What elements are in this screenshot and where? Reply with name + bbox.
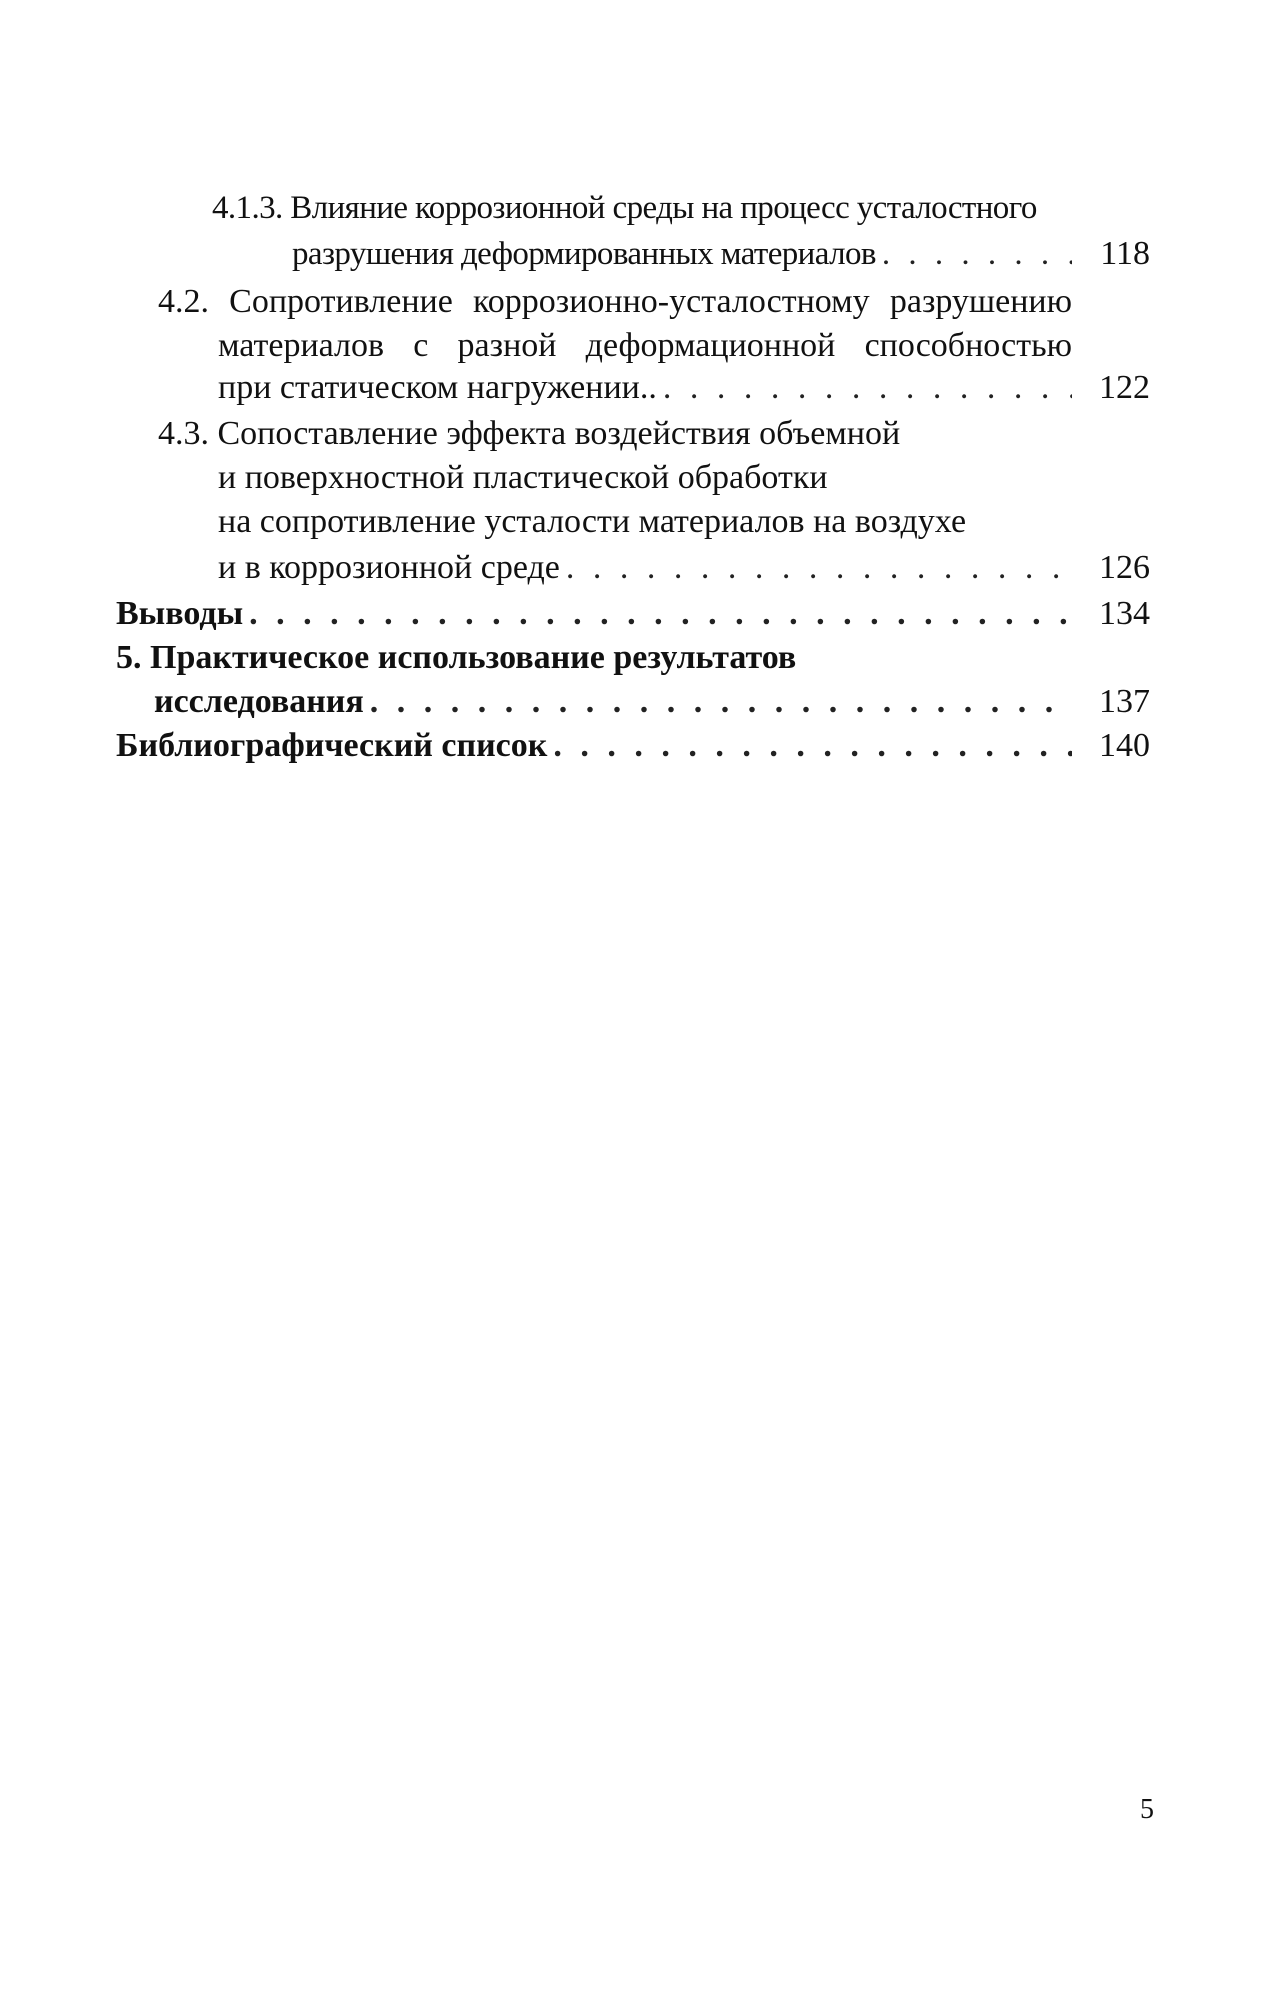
toc-entry-4-2-line-2 [218, 324, 1072, 368]
toc-entry-4-3-line-4 [218, 546, 1072, 590]
toc-page-140: 140 [1099, 727, 1150, 764]
toc-page-126: 126 [1099, 549, 1150, 586]
toc-entry-text: 4.2. Сопротивление коррозионно-усталостному разрушению [158, 283, 1072, 320]
toc-page-137: 137 [1099, 683, 1150, 720]
toc-entry-text: исследования [154, 683, 364, 720]
toc-entry-4-3-line-1 [158, 412, 1072, 456]
toc-entry-text: разрушения деформированных материалов [292, 236, 876, 272]
toc-entry-text: при статическом нагружении.. [218, 369, 657, 406]
toc-entry-4-2-line-3 [218, 366, 1072, 410]
dot-leader [663, 366, 1072, 410]
toc-entry-text: и поверхностной пластической обработки [218, 459, 828, 496]
toc-entry-text: и в коррозионной среде [218, 549, 560, 586]
dot-leader [882, 232, 1072, 276]
toc-entry-text: на сопротивление усталости материалов на воздухе [218, 503, 967, 540]
toc-page-122: 122 [1099, 369, 1150, 406]
toc-entry-text: Библиографический список [116, 727, 548, 764]
dot-leader [566, 546, 1072, 590]
toc-entry-chapter-5-line-2 [154, 680, 1072, 724]
toc-entry-4-1-3-line-2 [292, 232, 1072, 276]
toc-entry-4-2-line-1 [158, 280, 1072, 324]
toc-page-134: 134 [1099, 595, 1150, 632]
toc-entry-chapter-5-line-1 [116, 636, 1072, 680]
toc-entry-4-3-line-2 [218, 456, 1072, 500]
toc-page-118: 118 [1100, 235, 1150, 272]
dot-leader [249, 592, 1072, 636]
dot-leader [553, 724, 1072, 768]
toc-entry-text: 5. Практическое использование результатов [116, 639, 797, 676]
toc-entry-4-3-line-3 [218, 500, 1072, 544]
toc-entry-text: материалов с разной деформационной способностью [218, 327, 1072, 364]
page-number: 5 [1140, 1794, 1154, 1825]
toc-entry-4-1-3-line-1 [212, 186, 1072, 230]
dot-leader [370, 680, 1072, 724]
toc-entry-text: 4.1.3. Влияние коррозионной среды на процесс усталостного [212, 190, 1037, 226]
toc-entry-text: Выводы [116, 595, 244, 632]
toc-entry-bibliography [116, 724, 1072, 768]
toc-entry-conclusions [116, 592, 1072, 636]
toc-entry-text: 4.3. Сопоставление эффекта воздействия объемной [158, 415, 901, 452]
